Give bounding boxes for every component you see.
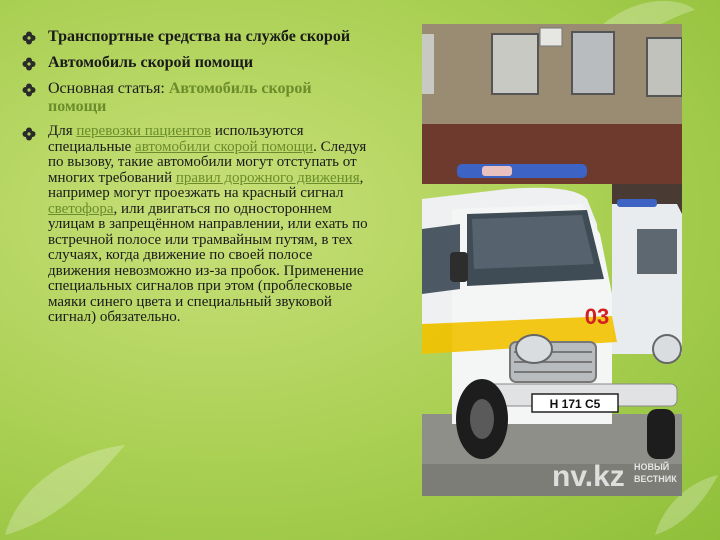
bullet-item xyxy=(22,124,372,326)
ambulance-illustration xyxy=(422,24,682,496)
bullet-text: Транспортные средства на службе скорой xyxy=(48,28,351,45)
link-patient-transport[interactable]: перевозки пациентов xyxy=(76,123,212,139)
flower-bullet-icon xyxy=(22,83,36,97)
bullet-text: , или двигаться по одностороннем улицам в запрещённом направлении, или ехать по встречной полосе или трамвайным путям, в тех случаях, когда движение по своей полосе движения невозможно из-за пробок. Применение специальных сигналов при этом (проблесковые маяки синего цвета и специальный звуковой сигнал) обязательно. xyxy=(48,200,368,325)
bullet-item xyxy=(22,80,372,116)
link-traffic-light[interactable]: светофора xyxy=(48,200,114,217)
bullet-text: Автомобиль скорой помощи xyxy=(48,54,254,71)
decorative-leaf-icon xyxy=(0,440,130,540)
link-traffic-rules[interactable]: правил дорожного движения xyxy=(175,169,360,186)
hood-number: 03 xyxy=(584,304,610,329)
bullet-text: , например могут проезжать на красный сигнал xyxy=(48,169,364,201)
link-ambulance-article[interactable]: Автомобиль скорой помощи xyxy=(48,80,312,115)
bullet-text: . Следуя по вызову, такие автомобили могут отступать от многих требований xyxy=(48,138,367,186)
ambulance-photo xyxy=(422,24,682,496)
flower-bullet-icon xyxy=(22,57,36,71)
bullet-item xyxy=(22,28,372,46)
license-plate: H 171 C5 xyxy=(549,397,601,411)
bullet-text: Основная статья: xyxy=(48,80,169,97)
flower-bullet-icon xyxy=(22,31,36,45)
bullet-text: используются специальные xyxy=(48,123,304,155)
bullet-item xyxy=(22,54,372,72)
watermark-brand-line1: НОВЫЙ xyxy=(634,462,670,472)
watermark-brand-line2: ВЕСТНИК xyxy=(634,474,677,484)
bullet-text: Для xyxy=(48,123,77,139)
flower-bullet-icon xyxy=(22,127,36,141)
link-ambulance-cars[interactable]: автомобили скорой помощи xyxy=(135,138,314,155)
bullet-list xyxy=(22,28,372,326)
watermark-site: nv.kz xyxy=(552,460,625,493)
